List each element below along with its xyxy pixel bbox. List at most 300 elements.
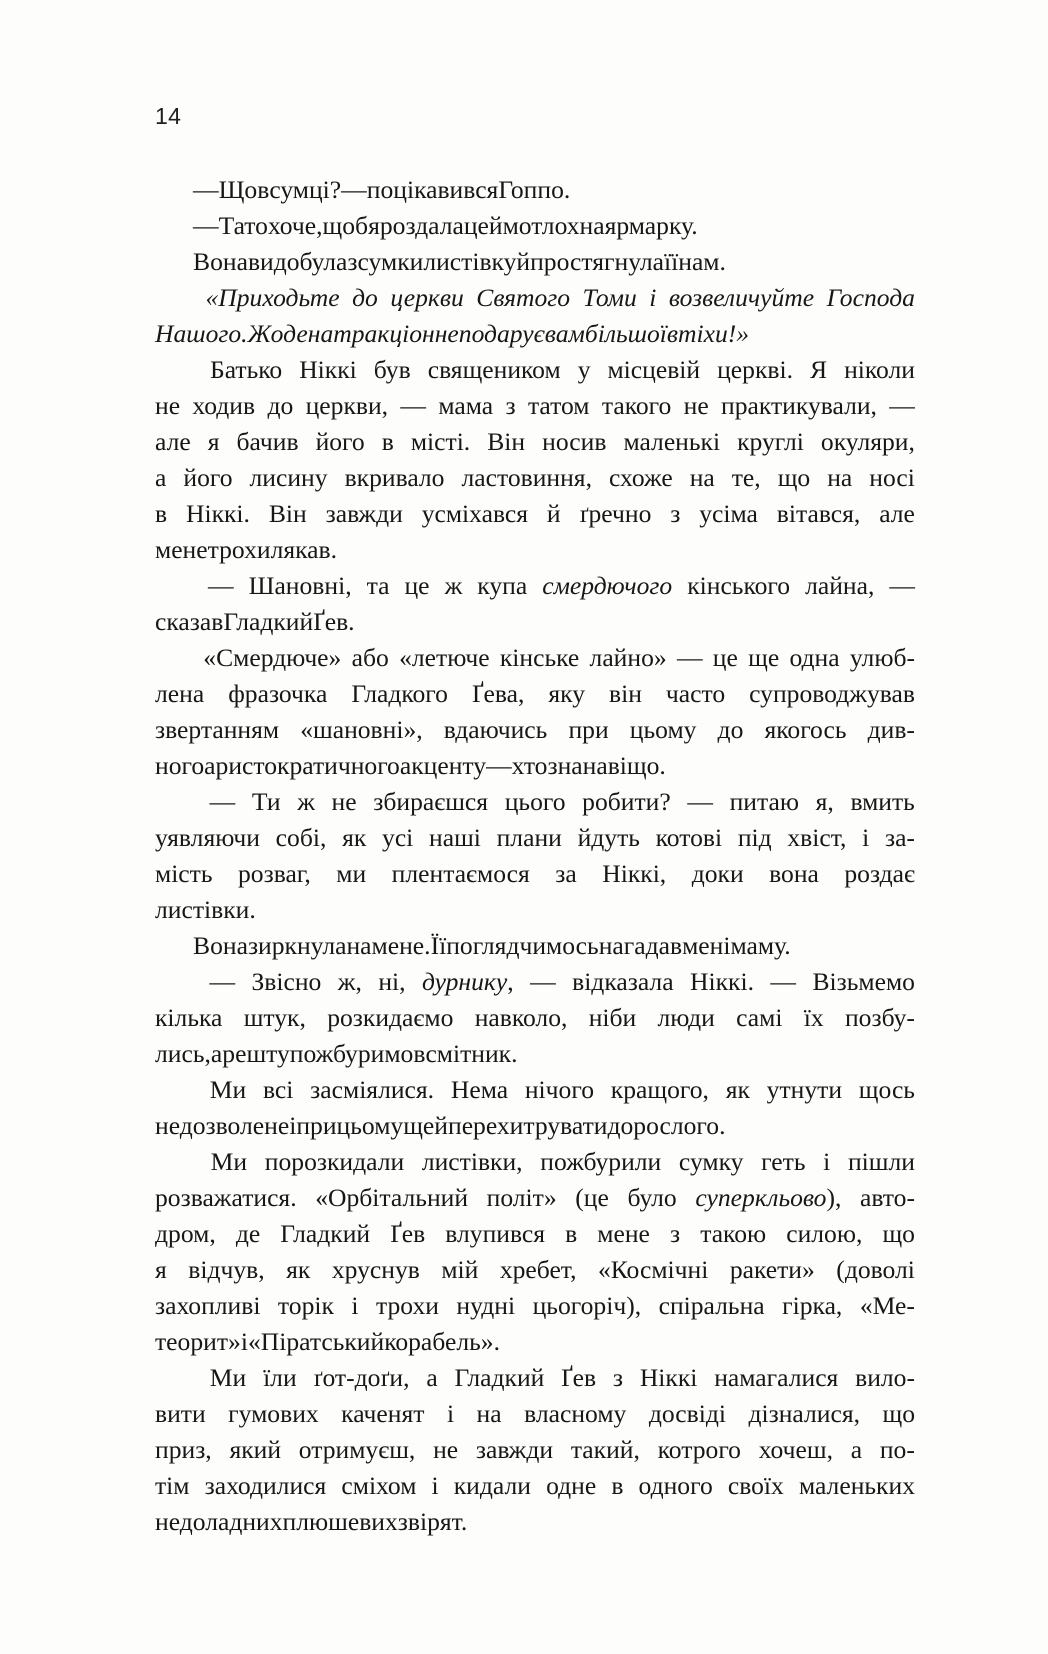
word: усіма bbox=[699, 499, 758, 528]
word: ходив bbox=[192, 391, 256, 420]
word: дізналися, bbox=[748, 1399, 860, 1428]
text-line bbox=[155, 1072, 915, 1108]
word: Ґева, bbox=[471, 679, 525, 708]
word: спіральна bbox=[658, 1291, 765, 1320]
word: політ» bbox=[486, 1183, 557, 1212]
word: з bbox=[505, 391, 516, 420]
word: робити? bbox=[582, 787, 671, 816]
word: усі bbox=[382, 823, 414, 852]
word: акценту bbox=[399, 751, 487, 780]
word: Її bbox=[430, 931, 447, 960]
word: «шановні», bbox=[300, 715, 423, 744]
word: Вона bbox=[193, 247, 248, 276]
paragraph bbox=[155, 1072, 915, 1144]
word: лайна, bbox=[805, 571, 875, 600]
word: й bbox=[546, 499, 561, 528]
word: корабель». bbox=[384, 1327, 500, 1356]
word: маленьких bbox=[798, 1471, 915, 1500]
word: ні, bbox=[378, 967, 406, 996]
word: не bbox=[331, 787, 357, 816]
text-line bbox=[155, 1468, 915, 1504]
word: такий, bbox=[570, 1435, 640, 1464]
word: те, bbox=[731, 463, 761, 492]
word: дорослого. bbox=[607, 1111, 726, 1140]
word: трохи bbox=[375, 1291, 439, 1320]
word: яку bbox=[548, 679, 585, 708]
word: лякав. bbox=[270, 535, 338, 564]
word: ластовиння, bbox=[461, 463, 592, 492]
word: утнути bbox=[766, 1075, 843, 1104]
emphasis-text: вам bbox=[544, 319, 585, 348]
word bbox=[435, 316, 459, 352]
word: хоче, bbox=[267, 211, 323, 240]
emphasis-text: не bbox=[434, 319, 459, 348]
word: відказала bbox=[572, 967, 674, 996]
word: — bbox=[530, 967, 556, 996]
word: досвіді bbox=[648, 1399, 726, 1428]
word: Гладкий bbox=[280, 1219, 371, 1248]
word: при bbox=[296, 1111, 337, 1140]
word: Він bbox=[268, 499, 307, 528]
word: Він bbox=[487, 427, 526, 456]
text-line bbox=[155, 460, 915, 496]
word: з bbox=[670, 1219, 681, 1248]
word: пішли bbox=[847, 1147, 915, 1176]
word: Ми bbox=[210, 1147, 248, 1176]
word: маму. bbox=[730, 931, 791, 960]
word: з bbox=[670, 499, 681, 528]
word: дром, bbox=[155, 1219, 216, 1248]
emphasis-text: Святого bbox=[476, 283, 571, 312]
word: каченят bbox=[341, 1399, 425, 1428]
emphasis-text: до bbox=[352, 283, 378, 312]
word bbox=[248, 316, 321, 352]
word: хребет, bbox=[499, 1255, 577, 1284]
word: — bbox=[676, 643, 703, 672]
word: в bbox=[381, 427, 394, 456]
emphasis-text: Господа bbox=[826, 283, 915, 312]
word: торік bbox=[277, 1291, 334, 1320]
word: ярмарку. bbox=[604, 211, 698, 240]
word: мій bbox=[441, 1255, 479, 1284]
word: при bbox=[568, 715, 609, 744]
word: тім bbox=[155, 1471, 190, 1500]
word: він bbox=[609, 679, 642, 708]
word: ніколи bbox=[844, 355, 915, 384]
text-line bbox=[155, 1180, 915, 1216]
paragraph bbox=[155, 784, 915, 928]
word bbox=[649, 280, 656, 316]
text-line bbox=[155, 1288, 915, 1324]
word: — bbox=[889, 391, 915, 420]
word: кращого, bbox=[610, 1075, 709, 1104]
word: власному bbox=[524, 1399, 627, 1428]
word: Гладкий bbox=[223, 607, 314, 636]
word: вдаючись bbox=[443, 715, 548, 744]
word: на bbox=[579, 211, 605, 240]
word: що bbox=[882, 1399, 915, 1428]
word: цього bbox=[504, 787, 566, 816]
word bbox=[585, 316, 667, 352]
word: по- bbox=[879, 1435, 915, 1464]
word: ми bbox=[336, 859, 367, 888]
word bbox=[459, 316, 545, 352]
word: гумових bbox=[228, 1399, 319, 1428]
paragraph bbox=[155, 172, 915, 208]
word: носі bbox=[869, 463, 915, 492]
word: цьому bbox=[629, 715, 697, 744]
word: нічого bbox=[524, 1075, 594, 1104]
word: але bbox=[155, 427, 191, 456]
word: й bbox=[516, 247, 531, 276]
word: їх bbox=[803, 1003, 824, 1032]
word: — bbox=[687, 787, 713, 816]
word: мотлох bbox=[502, 211, 580, 240]
word: котові bbox=[655, 823, 723, 852]
text-line bbox=[155, 640, 915, 676]
word: Тато bbox=[218, 211, 268, 240]
emphasis-text: возвеличуйте bbox=[668, 283, 815, 312]
word: хруснув bbox=[331, 1255, 420, 1284]
word: кілька bbox=[155, 1003, 223, 1032]
word bbox=[320, 316, 434, 352]
word: їли bbox=[263, 1363, 297, 1392]
word bbox=[827, 280, 915, 316]
word: самі bbox=[736, 1003, 783, 1032]
word: нам. bbox=[678, 247, 726, 276]
emphasis-text: Жоден bbox=[247, 319, 321, 348]
word: отримуєш, bbox=[298, 1435, 416, 1464]
word: позбу- bbox=[844, 1003, 915, 1032]
word: Ніккі. bbox=[185, 499, 250, 528]
word: як bbox=[725, 1075, 750, 1104]
text-line bbox=[155, 244, 915, 280]
text-line bbox=[155, 676, 915, 712]
word: лена bbox=[155, 679, 205, 708]
emphasis-text: суперкльово bbox=[695, 1183, 827, 1212]
word: мене bbox=[597, 1219, 650, 1248]
word: як bbox=[286, 1255, 311, 1284]
text-line bbox=[155, 1144, 915, 1180]
word: одна bbox=[789, 643, 840, 672]
emphasis-text: Нашого. bbox=[155, 319, 248, 348]
word: Візьмемо bbox=[812, 967, 915, 996]
word: листівки. bbox=[155, 895, 256, 924]
text-line bbox=[155, 280, 915, 316]
text-line bbox=[155, 1432, 915, 1468]
paragraph bbox=[155, 208, 915, 244]
word: плани bbox=[496, 823, 562, 852]
text-line bbox=[155, 316, 915, 352]
word: Нема bbox=[450, 1075, 509, 1104]
word: вити bbox=[155, 1399, 206, 1428]
word: геть bbox=[761, 1147, 806, 1176]
word: питаю bbox=[729, 787, 799, 816]
word: ж bbox=[444, 571, 463, 600]
word: кінського bbox=[687, 571, 791, 600]
word: священиком bbox=[427, 355, 561, 384]
word: ґот-доґи, bbox=[313, 1363, 410, 1392]
word: хочеш, bbox=[758, 1435, 834, 1464]
word: нагадав bbox=[598, 931, 683, 960]
emphasis-text: більшої bbox=[584, 319, 667, 348]
word: цьому bbox=[336, 1111, 404, 1140]
word: ґречно bbox=[579, 499, 652, 528]
word: купа bbox=[477, 571, 528, 600]
word: Гладкого bbox=[351, 679, 448, 708]
word: Ми bbox=[209, 1075, 247, 1104]
word: на bbox=[827, 463, 853, 492]
word: та bbox=[366, 571, 390, 600]
word: й bbox=[434, 1111, 448, 1140]
word: трохи bbox=[207, 535, 271, 564]
word: наші bbox=[429, 823, 481, 852]
word: на bbox=[346, 931, 372, 960]
word: було bbox=[627, 1183, 677, 1212]
word: влупився bbox=[445, 1219, 546, 1248]
word: я bbox=[155, 1255, 167, 1284]
word: — bbox=[193, 175, 219, 204]
word: і bbox=[289, 1111, 297, 1140]
text-line bbox=[155, 784, 915, 820]
text-line bbox=[155, 208, 915, 244]
emphasis-text: втіхи!» bbox=[666, 319, 750, 348]
word: всі bbox=[263, 1075, 294, 1104]
word: котрого bbox=[657, 1435, 741, 1464]
word: Я bbox=[810, 355, 828, 384]
word: ного bbox=[155, 751, 205, 780]
word: Батько bbox=[210, 355, 283, 384]
word: мене. bbox=[371, 931, 431, 960]
word: Гладкий bbox=[454, 1363, 545, 1392]
word: я bbox=[207, 427, 220, 456]
word: (доволі bbox=[836, 1255, 915, 1284]
emphasis-text: церкви bbox=[390, 283, 464, 312]
word bbox=[542, 568, 672, 604]
emphasis-text: подарує bbox=[458, 319, 545, 348]
word: — bbox=[889, 571, 915, 600]
word: — bbox=[209, 967, 236, 996]
word: який bbox=[229, 1435, 282, 1464]
word: і bbox=[351, 1291, 359, 1320]
paragraph bbox=[155, 352, 915, 568]
word: як bbox=[342, 823, 367, 852]
word: кінське bbox=[499, 643, 580, 672]
word: Вона bbox=[193, 931, 248, 960]
word: а bbox=[850, 1435, 863, 1464]
word: під bbox=[737, 823, 772, 852]
paragraph bbox=[155, 280, 915, 352]
word: ще bbox=[748, 643, 780, 672]
text-line bbox=[155, 1324, 915, 1360]
word: простягнула bbox=[530, 247, 665, 276]
word: плюшевих bbox=[282, 1507, 398, 1536]
word: Звісно bbox=[251, 967, 322, 996]
emphasis-text: смердючого bbox=[542, 571, 673, 600]
word: Ніккі bbox=[299, 355, 357, 384]
word: засміялися. bbox=[310, 1075, 435, 1104]
word: авто- bbox=[860, 1183, 915, 1212]
word: у bbox=[577, 355, 591, 384]
word: пожбуримо bbox=[289, 1039, 414, 1068]
word: її bbox=[664, 247, 679, 276]
word: до bbox=[717, 715, 744, 744]
word: хвіст, bbox=[787, 823, 847, 852]
text-line bbox=[155, 1108, 915, 1144]
word: на bbox=[689, 463, 715, 492]
word: бачив bbox=[236, 427, 299, 456]
word: «Смердюче» bbox=[203, 643, 342, 672]
word: плентаємося bbox=[391, 859, 530, 888]
word: звертанням bbox=[155, 715, 280, 744]
word: Ніккі bbox=[639, 1363, 698, 1392]
word: Гоппо. bbox=[498, 175, 571, 204]
word: в bbox=[413, 1039, 426, 1068]
word: «Орбітальний bbox=[315, 1183, 469, 1212]
word: ракети» bbox=[729, 1255, 815, 1284]
word: див- bbox=[867, 715, 915, 744]
word: щоб bbox=[322, 211, 369, 240]
word: щось bbox=[858, 1075, 915, 1104]
word: роздає bbox=[844, 859, 915, 888]
word: погляд bbox=[446, 931, 520, 960]
word bbox=[667, 316, 749, 352]
word: відчув, bbox=[188, 1255, 265, 1284]
word: з bbox=[612, 1363, 624, 1392]
word: я bbox=[368, 211, 380, 240]
word: і bbox=[823, 1147, 831, 1176]
text-line bbox=[155, 532, 915, 568]
text-line bbox=[155, 1000, 915, 1036]
text-line bbox=[155, 892, 915, 928]
word: заходилися bbox=[204, 1471, 327, 1500]
word bbox=[352, 280, 378, 316]
word: збираєшся bbox=[373, 787, 489, 816]
word: роздала bbox=[379, 211, 464, 240]
word: своїх bbox=[727, 1471, 784, 1500]
word: — bbox=[400, 391, 427, 420]
word: розважатися. bbox=[155, 1183, 297, 1212]
word: навіщо. bbox=[582, 751, 666, 780]
word: а bbox=[210, 1039, 223, 1068]
word: сумці? bbox=[269, 175, 342, 204]
emphasis-text: дурнику bbox=[421, 967, 508, 996]
paragraph bbox=[155, 244, 915, 280]
word: Ґев bbox=[561, 1363, 597, 1392]
word: окуляри, bbox=[820, 427, 915, 456]
word: такою bbox=[700, 1219, 767, 1248]
word: приз, bbox=[155, 1435, 212, 1464]
word: і bbox=[431, 1471, 439, 1500]
word: практикували, bbox=[721, 391, 877, 420]
word: в bbox=[155, 499, 168, 528]
word: дурнику, bbox=[421, 967, 514, 996]
text-line bbox=[155, 1252, 915, 1288]
word: в bbox=[565, 1219, 578, 1248]
word: уявляючи bbox=[155, 823, 260, 852]
word: цей bbox=[463, 211, 503, 240]
word: в bbox=[257, 175, 270, 204]
word: «летюче bbox=[399, 643, 490, 672]
word: не bbox=[433, 1435, 459, 1464]
word: навколо, bbox=[474, 1003, 568, 1032]
word: а bbox=[155, 463, 167, 492]
word: теорит» bbox=[155, 1327, 241, 1356]
word: такого bbox=[601, 391, 672, 420]
word: носив bbox=[542, 427, 607, 456]
word: «Космічні bbox=[597, 1255, 709, 1284]
word: пожбурили bbox=[540, 1147, 662, 1176]
word: усміхався bbox=[421, 499, 529, 528]
word: на bbox=[476, 1399, 502, 1428]
paragraph bbox=[155, 1360, 915, 1540]
text-line bbox=[155, 352, 915, 388]
paragraph bbox=[155, 1144, 915, 1360]
paragraph bbox=[155, 928, 915, 964]
word: сказав bbox=[155, 607, 224, 636]
word: зиркнула bbox=[247, 931, 347, 960]
word: за bbox=[555, 859, 577, 888]
word: звірят. bbox=[397, 1507, 468, 1536]
word: мість bbox=[155, 859, 213, 888]
word: Шановні, bbox=[248, 571, 352, 600]
word: лайно» bbox=[589, 643, 667, 672]
text-line bbox=[155, 172, 915, 208]
word: (це bbox=[575, 1183, 609, 1212]
word: татом bbox=[527, 391, 590, 420]
word bbox=[669, 280, 814, 316]
word: — bbox=[770, 967, 797, 996]
word: смітник. bbox=[425, 1039, 518, 1068]
word: з bbox=[347, 247, 358, 276]
text-line bbox=[155, 1360, 915, 1396]
text-line bbox=[155, 604, 915, 640]
text-line bbox=[155, 496, 915, 532]
word: «Ме- bbox=[859, 1291, 915, 1320]
word: а bbox=[426, 1363, 438, 1392]
text-line bbox=[155, 928, 915, 964]
word: аристократичного bbox=[204, 751, 400, 780]
word: чимось bbox=[519, 931, 599, 960]
word: ж bbox=[297, 787, 315, 816]
word: сумку bbox=[678, 1147, 744, 1176]
word: до bbox=[267, 391, 294, 420]
word: доки bbox=[691, 859, 744, 888]
word: собі, bbox=[275, 823, 327, 852]
word bbox=[155, 316, 248, 352]
word: хтозна bbox=[511, 751, 583, 780]
emphasis-text: і bbox=[649, 283, 657, 312]
word: ж, bbox=[337, 967, 362, 996]
paragraph bbox=[155, 568, 915, 640]
text-line bbox=[155, 964, 915, 1000]
word: мені bbox=[682, 931, 731, 960]
word bbox=[390, 280, 463, 316]
text-line bbox=[155, 820, 915, 856]
word: місцевій bbox=[607, 355, 701, 384]
word: кидали bbox=[453, 1471, 531, 1500]
word: супроводжував bbox=[749, 679, 915, 708]
word: завжди bbox=[475, 1435, 554, 1464]
word: захопливі bbox=[155, 1291, 261, 1320]
word bbox=[476, 280, 570, 316]
word bbox=[545, 316, 585, 352]
text-line bbox=[155, 1504, 915, 1540]
word: решту bbox=[222, 1039, 290, 1068]
word: гірка, bbox=[782, 1291, 843, 1320]
word: круглі bbox=[737, 427, 804, 456]
word: розкидаємо bbox=[327, 1003, 454, 1032]
